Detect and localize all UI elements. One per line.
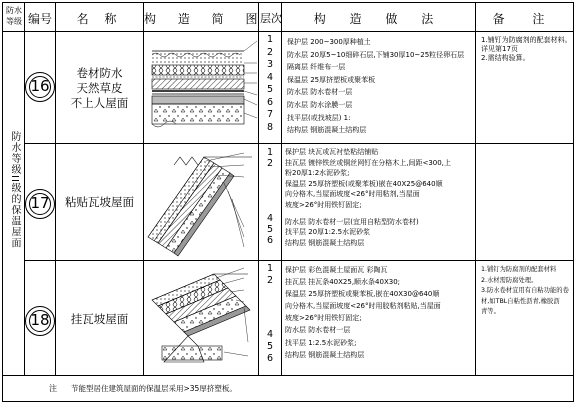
footer-divider <box>3 375 573 376</box>
row-16-name <box>56 66 143 111</box>
remark-line: 材,如TBL自粘性沥青,橡胶沥 <box>481 297 560 305</box>
method-line: 结构层 钢筋混凝土结构层 <box>287 126 367 135</box>
layer-number: 2 <box>266 275 274 286</box>
method-line: 向分格木,当屋面坡度<26°时用胶粘剂粘贴,当屋面 <box>285 302 441 311</box>
row-16-name-line: 不上人屋面 <box>70 96 129 110</box>
layer-number: 7 <box>266 109 274 120</box>
grade-text: 防水等级II级的保温屋面 <box>9 131 20 249</box>
method-line: 向分格木,当屋面坡度<26°时用粘剂,当屋面 <box>285 190 420 199</box>
method-line: 保护层 块瓦或瓦衬垫粘结铺贴 <box>285 148 379 156</box>
method-line: 防水层 防水涂膜一层 <box>287 100 353 109</box>
method-line: 挂瓦层 镀锌铁丝或铜丝网钉在分格木上,间距<300,上 <box>285 158 451 167</box>
remark-line: 详见第17页 <box>481 45 518 54</box>
row-17-code: 17 <box>25 189 55 219</box>
method-line: 保护层 彩色混凝土屋面瓦 彩陶瓦 <box>285 266 388 274</box>
layer-number: 6 <box>266 96 274 108</box>
method-line: 挂瓦层 挂瓦条40X25,顺水条40X30; <box>285 278 401 287</box>
header-name: 名 称 <box>76 12 123 26</box>
method-line: 粉20厚1:2水泥砂浆; <box>285 169 350 178</box>
header-divider <box>3 31 573 32</box>
remark-line: 2.水材需防腐处理。 <box>481 276 538 284</box>
method-line: 保温层 25厚挤塑板(或聚苯板)嵌在40X25@640顺 <box>285 179 443 188</box>
layer-number: 5 <box>266 224 274 235</box>
layer-number: 4 <box>266 213 274 224</box>
method-line: 保温层 25厚挤塑板或聚苯板,嵌在40X30@640顺 <box>285 290 440 299</box>
row-18-remarks <box>481 265 569 318</box>
header-code: 编号 <box>27 12 52 26</box>
row-17-diagram <box>144 145 258 260</box>
row-17-method <box>285 147 451 248</box>
remark-line: 1.铺钉为防腐剂的配套材料 <box>481 266 557 273</box>
row-16-method <box>287 36 464 137</box>
row-17-name: 粘贴瓦坡屋面 <box>65 195 134 209</box>
spacer <box>261 169 279 213</box>
remark-line: 3.防水卷材宜用有自粘功能的卷 <box>481 287 569 294</box>
method-line: 防水层 20厚5~10细碎石层,下铺30厚10~25粒径卵石层 <box>287 50 465 59</box>
method-line: 防水层 防水卷材一层 <box>285 326 351 335</box>
layer-number: 2 <box>266 158 274 169</box>
layer-number: 5 <box>266 341 274 352</box>
construction-table <box>2 2 574 402</box>
method-line: 结构层 钢筋混凝土结构层 <box>285 238 365 247</box>
method-line: 坡度>26°时用铁钉固定; <box>285 314 362 323</box>
layer-number: 4 <box>266 71 274 83</box>
header-method: 构 造 做 法 <box>313 12 444 26</box>
row-18-layers <box>261 263 279 365</box>
header-diagram: 构 造 简 图 <box>144 12 267 26</box>
header-grade-line1: 防水 <box>6 6 22 15</box>
row-16-name-line: 卷材防水 <box>76 66 123 80</box>
method-line: 找平层 20厚1:2.5水泥砂浆 <box>285 228 371 237</box>
method-line: 坡度>26°时用铁钉固定; <box>285 200 362 209</box>
row-16-remarks <box>481 36 572 64</box>
layer-number: 4 <box>266 329 274 340</box>
method-line: 找平层(或找坡层) 1: <box>287 113 351 122</box>
layer-number: 5 <box>266 84 274 95</box>
row-16-layers <box>261 34 279 134</box>
method-line: 保温层 25厚挤塑板或聚苯板 <box>287 75 376 84</box>
method-line: 防水层 防水卷材一层 <box>287 88 353 97</box>
footer-note: 节能型居住建筑屋面的保温层采用>35厚挤塑板。 <box>71 384 237 393</box>
row-17-layers <box>261 147 279 246</box>
row-18-code: 18 <box>25 306 55 336</box>
row-16-diagram <box>144 33 258 143</box>
method-line: 保护层 200~300厚种植土 <box>287 38 371 46</box>
row-divider <box>24 260 573 261</box>
row-18-name: 挂瓦坡屋面 <box>70 312 129 326</box>
row-16-name-line: 天然草皮 <box>76 81 123 95</box>
layer-number: 6 <box>266 235 274 246</box>
layer-number: 8 <box>266 121 274 133</box>
layer-number: 3 <box>266 59 274 70</box>
remark-line: 2.需结构验算。 <box>481 54 530 63</box>
layer-number: 6 <box>266 353 274 364</box>
layer-number: 1 <box>266 147 274 158</box>
col-divider <box>281 3 282 375</box>
layer-number: 2 <box>266 46 274 58</box>
method-line: 防水层 防水卷材一层(宜用自粘型防水卷材) <box>285 217 419 226</box>
col-divider <box>475 3 476 375</box>
row-divider <box>24 143 573 144</box>
row-18-method <box>285 264 441 361</box>
header-layer: 层次 <box>260 12 282 25</box>
remark-line: 青等。 <box>481 308 500 315</box>
header-grade <box>5 5 23 27</box>
header-grade-line2: 等级 <box>6 17 22 26</box>
method-line: 隔离层 纤维布一层 <box>287 63 346 72</box>
method-line: 找平层 1:2.5水泥砂浆; <box>285 338 357 347</box>
col-divider <box>258 3 259 375</box>
remark-line: 1.铺钉为防腐剂的配套材料。 <box>481 36 572 44</box>
row-16-code: 16 <box>25 72 55 102</box>
method-line: 结构层 钢筋混凝土结构层 <box>285 350 365 359</box>
header-remark: 备 注 <box>492 12 557 26</box>
spacer <box>261 287 279 329</box>
layer-number: 1 <box>266 263 274 274</box>
row-18-diagram <box>144 262 258 375</box>
footer-label: 注 <box>49 384 57 393</box>
layer-number: 1 <box>266 34 274 45</box>
